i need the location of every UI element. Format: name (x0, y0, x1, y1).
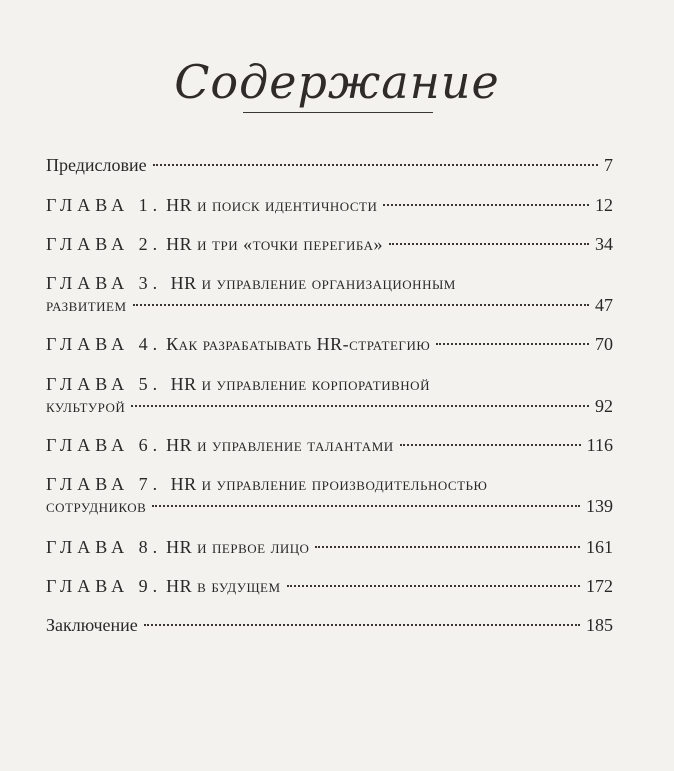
dot-leader (287, 585, 580, 587)
chapter-label: ГЛАВА 8. (46, 537, 163, 557)
chapter-label: ГЛАВА 2. (46, 234, 163, 254)
toc-entry-chapter-3 (46, 272, 613, 316)
chapter-label: ГЛАВА 9. (46, 576, 163, 596)
toc-page-number: 139 (586, 496, 613, 516)
dot-leader (383, 204, 589, 206)
toc-entry-title: HR и управление талантами (166, 435, 394, 455)
toc-entry-chapter-9 (46, 575, 613, 597)
toc-page-number: 116 (586, 435, 613, 455)
toc-entry-conclusion (46, 614, 613, 636)
dot-leader (315, 546, 580, 548)
toc-entry-title: HR в будущем (166, 576, 281, 596)
toc-entry-chapter-7 (46, 473, 613, 517)
dot-leader (131, 405, 589, 407)
chapter-label: ГЛАВА 1. (46, 195, 163, 215)
toc-page-number: 92 (595, 396, 613, 416)
dot-leader (400, 444, 581, 446)
chapter-label: ГЛАВА 4. (46, 334, 163, 354)
toc-entry-title: Заключение (46, 615, 138, 635)
toc-entry-title-continued: развитием (46, 295, 127, 315)
dot-leader (389, 243, 589, 245)
toc-entry-chapter-5 (46, 373, 613, 417)
toc-entry-title-continued: сотрудников (46, 496, 147, 516)
dot-leader (152, 505, 580, 507)
toc-entry-chapter-1 (46, 194, 613, 216)
toc-entry-preface (46, 154, 613, 176)
toc-entry-chapter-8 (46, 536, 613, 558)
toc-page-number: 12 (595, 195, 613, 215)
toc-entry-title: HR и поиск идентичности (166, 195, 378, 215)
dot-leader (133, 304, 589, 306)
toc-page-number: 7 (604, 155, 613, 175)
toc-entry-chapter-6 (46, 434, 613, 456)
toc-entry-title: HR и управление производительностью (170, 474, 488, 494)
toc-page-number: 172 (586, 576, 613, 596)
toc-entry-title-continued: культурой (46, 396, 126, 416)
toc-entry-title: Предисловие (46, 155, 147, 175)
dot-leader (436, 343, 589, 345)
toc-entry-title: HR и три «точки перегиба» (166, 234, 384, 254)
page-title: Содержание (174, 55, 500, 109)
toc-entry-title: HR и управление корпоративной (170, 374, 430, 394)
chapter-label: ГЛАВА 7. (46, 474, 163, 494)
toc-page-number: 70 (595, 334, 613, 354)
toc-page-number: 185 (586, 615, 613, 635)
toc-page-number: 34 (595, 234, 613, 254)
chapter-label: ГЛАВА 5. (46, 374, 163, 394)
toc-entry-chapter-4 (46, 333, 613, 355)
toc-page-number: 161 (586, 537, 613, 557)
toc-entry-chapter-2 (46, 233, 613, 255)
dot-leader (144, 624, 580, 626)
toc-entry-title: HR и первое лицо (166, 537, 310, 557)
chapter-label: ГЛАВА 3. (46, 273, 163, 293)
toc-entry-title: Как разрабатывать HR-стратегию (166, 334, 431, 354)
dot-leader (153, 164, 598, 166)
chapter-label: ГЛАВА 6. (46, 435, 163, 455)
toc-page-number: 47 (595, 295, 613, 315)
toc-entry-title: HR и управление организационным (170, 273, 456, 293)
